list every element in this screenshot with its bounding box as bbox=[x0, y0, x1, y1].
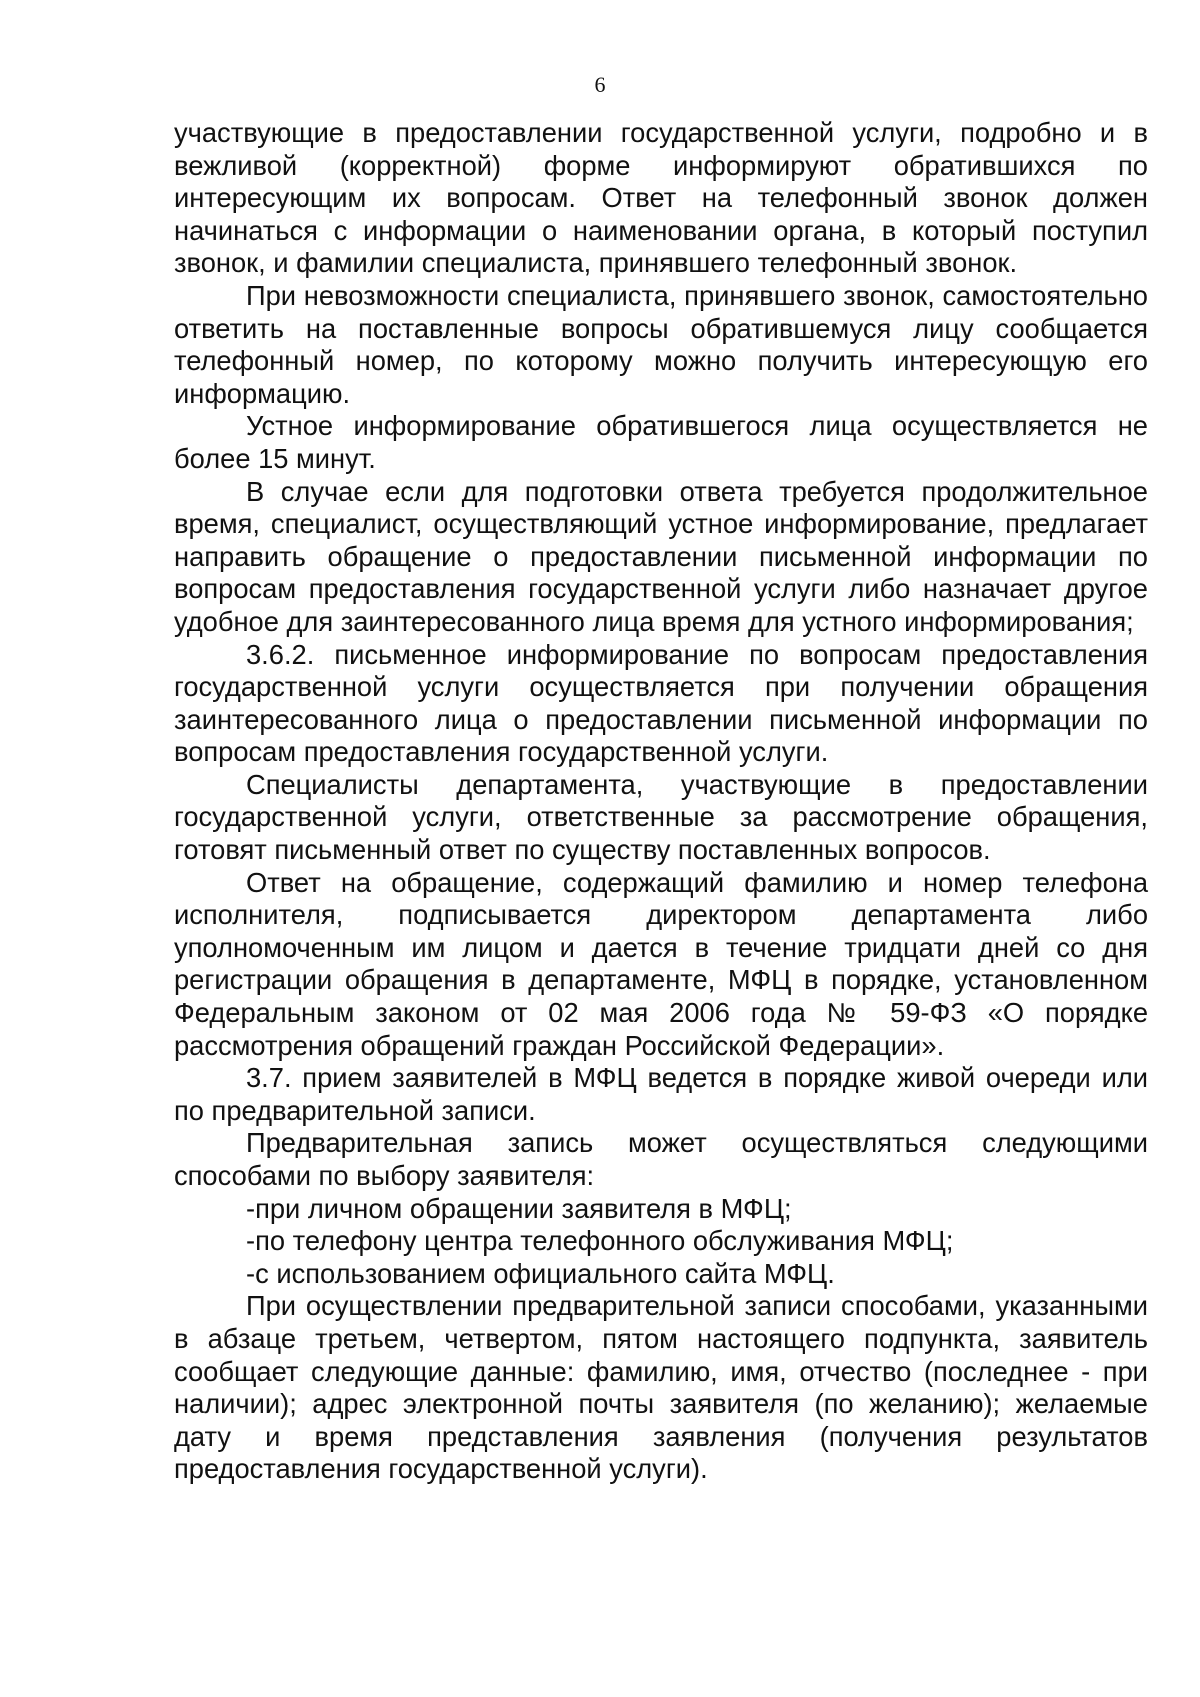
paragraph-phone-redirect: При невозможности специалиста, принявшего звонок, самостоятельно ответить на поставленные вопросы обратившемуся лицу сообщается телефонный номер, по которому можно получить интересующую его информацию. bbox=[174, 279, 1148, 409]
paragraph-continuation: участвующие в предоставлении государственной услуги, подробно и в вежливой (корректной) форме информируют обратившихся по интересующим их вопросам. Ответ на телефонный звонок должен начинаться с информации о наименовании органа, в который поступил звонок, и фамилии специалиста, принявшего телефонный звонок. bbox=[174, 117, 1148, 279]
document-body bbox=[174, 117, 1148, 1486]
list-item-in-person: -при личном обращении заявителя в МФЦ; bbox=[246, 1192, 792, 1224]
list-item-website: -с использованием официального сайта МФЦ. bbox=[246, 1257, 835, 1289]
list-item-phone: -по телефону центра телефонного обслуживания МФЦ; bbox=[246, 1225, 954, 1257]
paragraph-written-info: 3.6.2. письменное информирование по вопросам предоставления государственной услуги осуществляется при получении обращения заинтересованного лица о предоставлении письменной информации по вопросам предоставления государственной услуги. bbox=[174, 638, 1148, 768]
page-number: 6 bbox=[594, 72, 606, 97]
paragraph-preregistration: Предварительная запись может осуществляться следующими способами по выбору заявителя: bbox=[174, 1127, 1148, 1191]
paragraph-oral-duration: Устное информирование обратившегося лица осуществляется не более 15 минут. bbox=[174, 410, 1148, 474]
paragraph-answer-signing: Ответ на обращение, содержащий фамилию и номер телефона исполнителя, подписывается директором департамента либо уполномоченным им лицом и дается в течение тридцати дней со дня регистрации обращения в департаменте, МФЦ в порядке, установленном Федеральным законом от 02 мая 2006 года № 59-ФЗ «О порядке рассмотрения обращений граждан Российской Федерации». bbox=[174, 866, 1148, 1061]
paragraph-registration-data: При осуществлении предварительной записи способами, указанными в абзаце третьем, четвертом, пятом настоящего подпункта, заявитель сообщает следующие данные: фамилию, имя, отчество (последнее - при наличии); адрес электронной почты заявителя (по желанию); желаемые дату и время представления заявления (получения результатов предоставления государственной услуги). bbox=[174, 1290, 1148, 1485]
paragraph-extended-answer: В случае если для подготовки ответа требуется продолжительное время, специалист, осуществляющий устное информирование, предлагает направить обращение о предоставлении письменной информации по вопросам предоставления государственной услуги либо назначает другое удобное для заинтересованного лица время для устного информирования; bbox=[174, 475, 1148, 637]
paragraph-specialists: Специалисты департамента, участвующие в предоставлении государственной услуги, ответственные за рассмотрение обращения, готовят письменный ответ по существу поставленных вопросов. bbox=[174, 768, 1148, 866]
paragraph-mfc-reception: 3.7. прием заявителей в МФЦ ведется в порядке живой очереди или по предварительной записи. bbox=[174, 1062, 1148, 1126]
